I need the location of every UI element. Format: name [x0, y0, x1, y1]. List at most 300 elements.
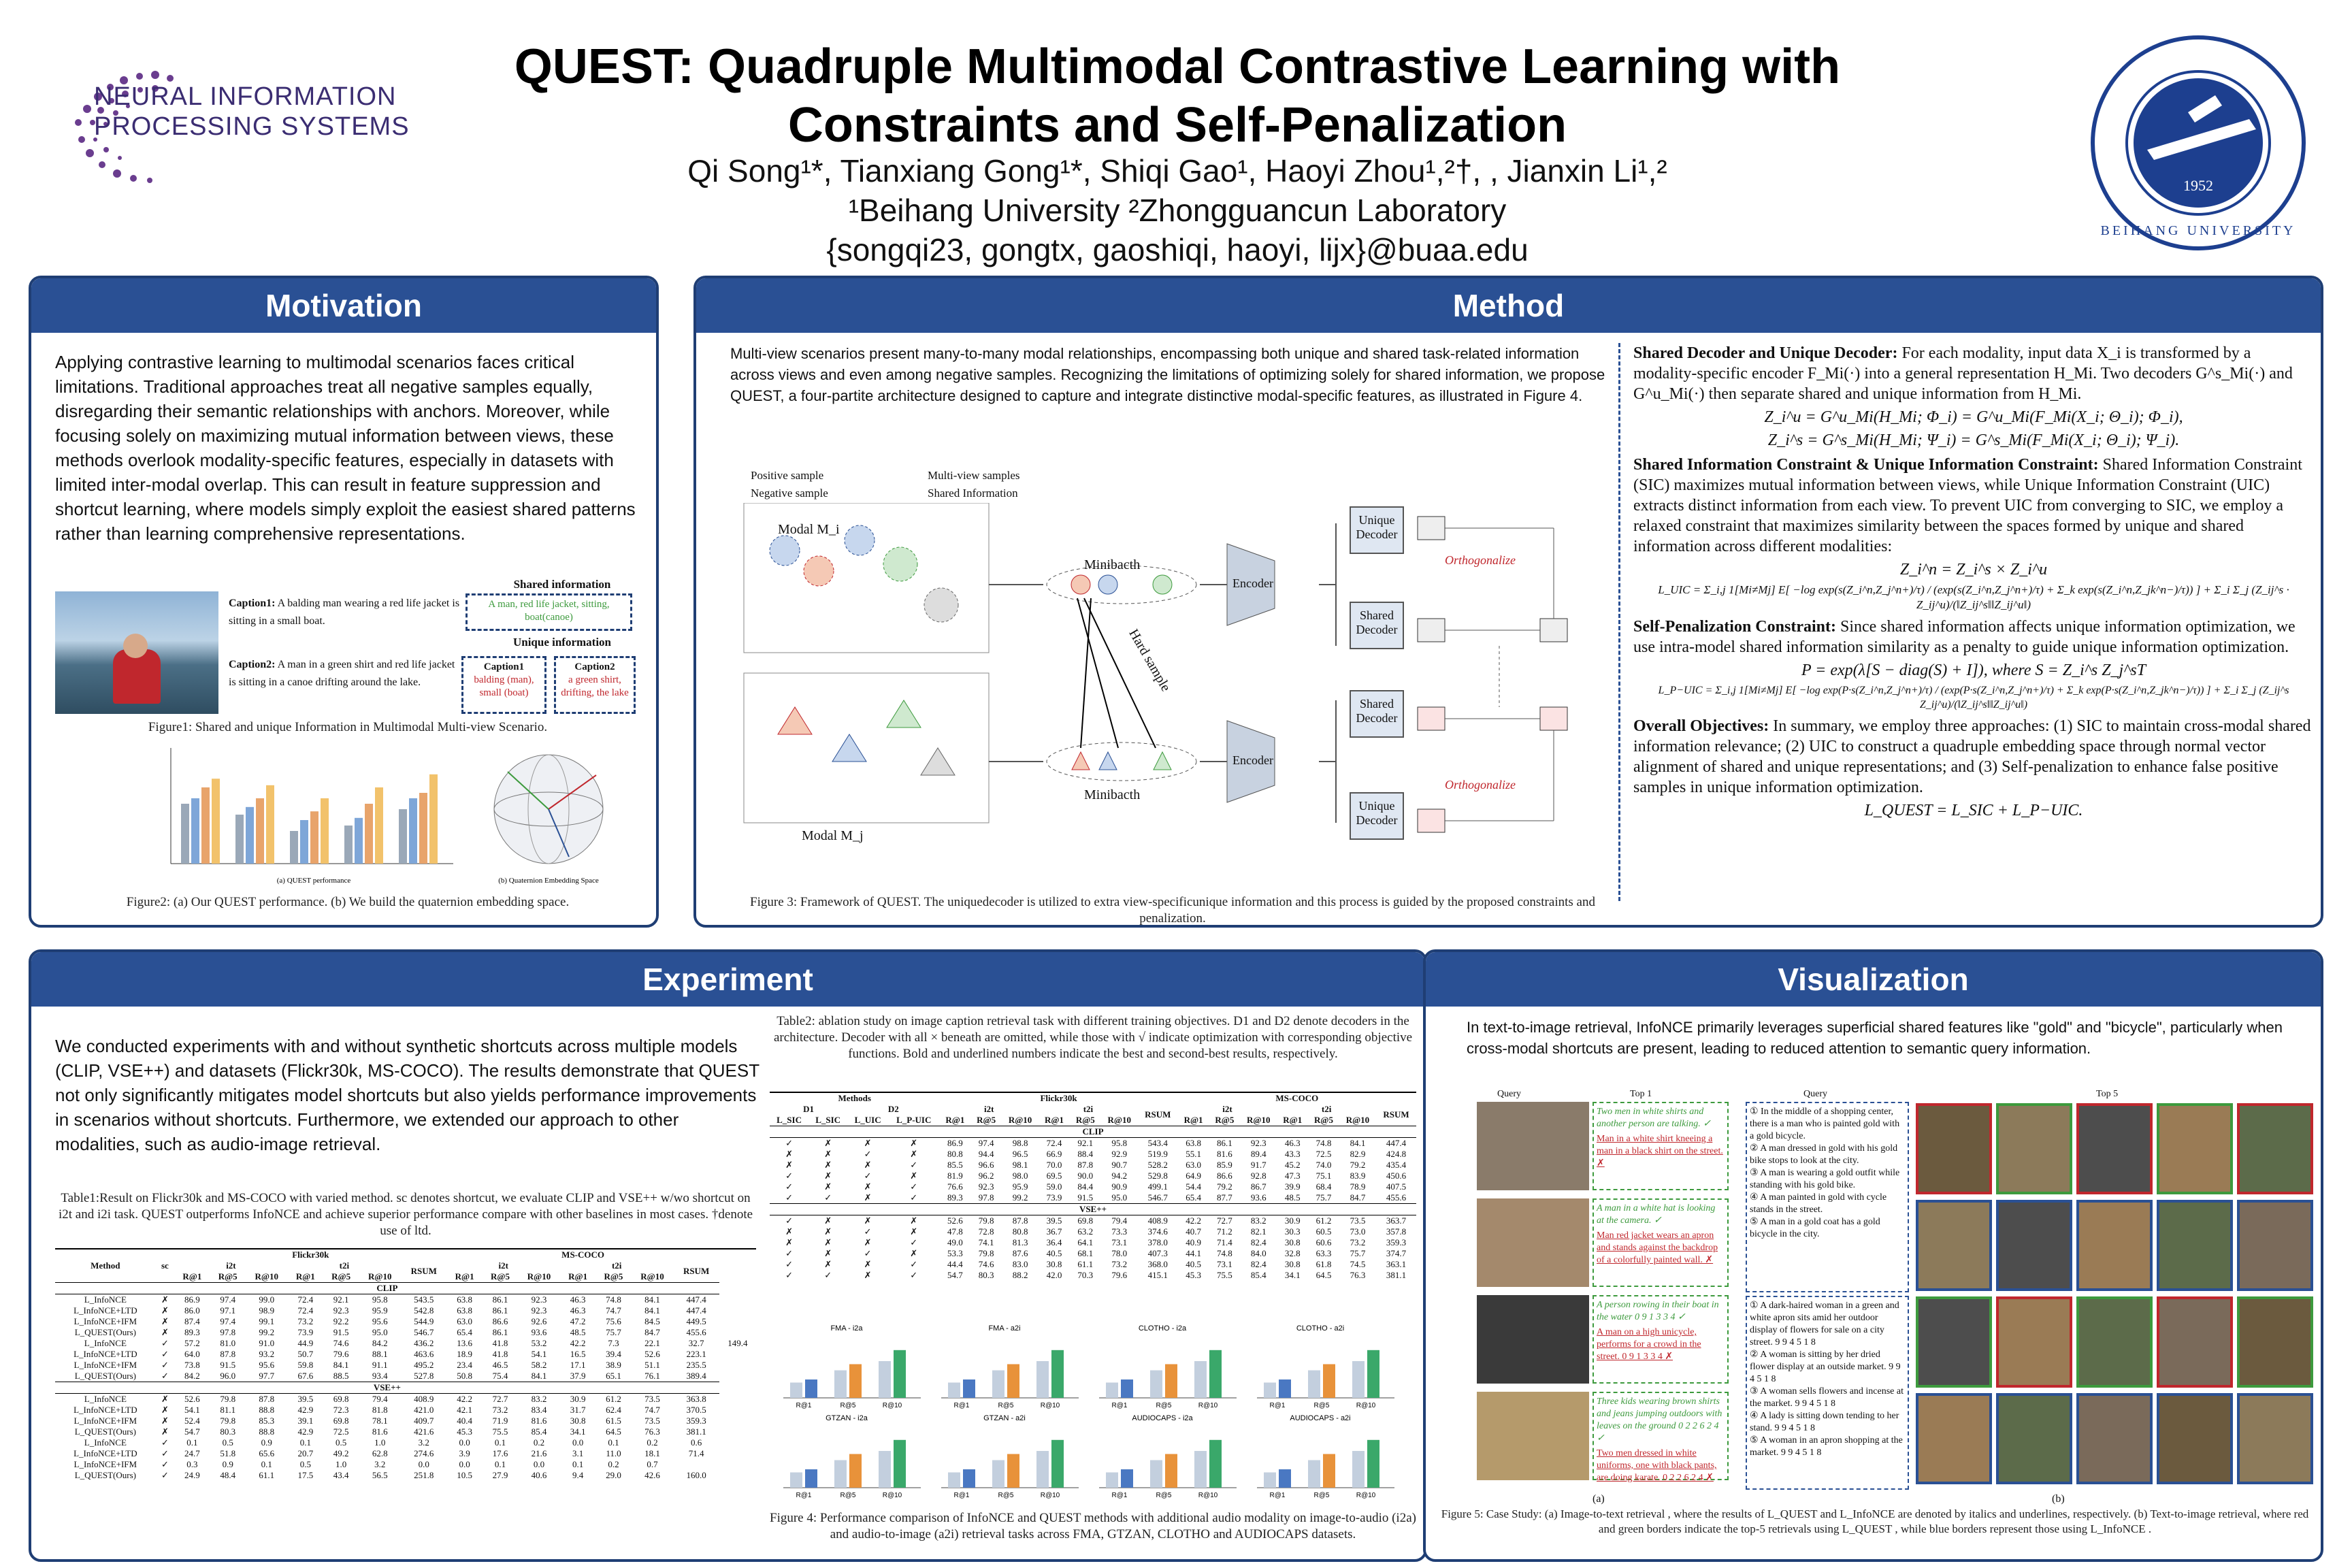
metric-head: R@5 [604, 1271, 623, 1281]
table-row [770, 1248, 1416, 1259]
table-cell: 18.1 [644, 1448, 660, 1458]
table-cell: 88.2 [1012, 1270, 1028, 1280]
table-cell: 24.7 [184, 1448, 200, 1458]
shared-decoder-j: Shared Decoder [1350, 690, 1404, 738]
audio-bar [1036, 1451, 1049, 1488]
table-cell: ✗ [864, 1160, 872, 1170]
table-cell: 99.2 [259, 1327, 275, 1337]
group-name: VSE++ [55, 1382, 719, 1394]
table-cell: 91.7 [1250, 1160, 1267, 1170]
seal-text: BEIHANG UNIVERSITY [2100, 223, 2296, 238]
table-cell: 72.5 [333, 1426, 349, 1437]
audio-bar [1323, 1454, 1335, 1488]
table-cell: 78.1 [372, 1416, 388, 1426]
table-cell: 84.0 [1250, 1248, 1267, 1258]
query-item: ① In the middle of a shopping center, there is a man who is painted gold with a gold bicycle. [1750, 1107, 1900, 1141]
table-cell: 381.1 [1386, 1270, 1407, 1280]
table-cell: ✓ [864, 1226, 872, 1237]
table-cell: 86.9 [184, 1294, 200, 1305]
table-cell: 23.4 [457, 1360, 472, 1370]
retrieval-text-box [1592, 1295, 1729, 1384]
table-cell: 3.2 [418, 1437, 429, 1448]
affiliations: ¹Beihang University ²Zhongguancun Laboratory [848, 193, 1507, 228]
table-cell: 0.9 [261, 1437, 272, 1448]
table-cell: 52.4 [184, 1416, 200, 1426]
equation-5: P = exp(λ[S − diag(S) + I]), where S = Z_i^s Z_j^sT [1801, 662, 2146, 679]
minibatch-label-top: Minibacth [1084, 557, 1141, 572]
table-cell: 3.1 [572, 1448, 584, 1458]
audio-chart [770, 1413, 924, 1500]
sec-self-penalization [1633, 617, 2314, 657]
table-cell: 78.9 [1350, 1181, 1366, 1192]
table-cell: 1.0 [336, 1459, 347, 1469]
query-item: ④ A lady is sitting down tending to her stand. 9 9 4 5 1 8 [1750, 1411, 1899, 1433]
table-cell: 61.2 [1316, 1215, 1332, 1226]
table-cell: 359.3 [686, 1416, 706, 1426]
unique-decoder-j: Unique Decoder [1350, 792, 1404, 840]
table-cell: 94.4 [978, 1149, 994, 1159]
audio-bar [1007, 1454, 1019, 1488]
table-cell: 543.4 [1147, 1138, 1168, 1148]
table-cell: 87.7 [1216, 1192, 1232, 1203]
table-cell: 149.4 [728, 1338, 748, 1348]
table-cell: ✗ [161, 1316, 169, 1326]
table-cell: 46.3 [570, 1294, 586, 1305]
audio-x-label: R@10 [1356, 1402, 1376, 1409]
table-cell: 223.1 [686, 1349, 706, 1359]
table-cell: 3.2 [374, 1459, 386, 1469]
table-row [55, 1305, 756, 1316]
table-cell: 79.8 [978, 1248, 994, 1258]
table-cell: 415.1 [1147, 1270, 1168, 1280]
table-cell: 32.8 [1284, 1248, 1301, 1258]
table-cell: 63.0 [1186, 1160, 1201, 1170]
experiment-body: We conducted experiments with and without synthetic shortcuts across multiple models (CLIP, VSE++) and datasets (Flickr30k, MS-COCO). The results demonstrate that QUEST not only significantly mitigates model shortcuts but also yields performance improvements in scenarios without shortcuts. Furthermore, we extended our approach to other modalities, such as audio-image retrieval. [55, 1036, 760, 1154]
table-cell: 0.5 [222, 1437, 233, 1448]
table-cell: L_InfoNCE+LTD [74, 1305, 137, 1316]
encoder-label-top: Encoder [1232, 576, 1273, 590]
audio-bar [963, 1379, 975, 1398]
table-row [770, 1138, 1416, 1149]
table-cell: 30.9 [1284, 1215, 1301, 1226]
table-cell: 0.2 [608, 1459, 619, 1469]
table-cell: 251.8 [414, 1470, 434, 1480]
table-cell: 84.4 [1077, 1181, 1094, 1192]
metric-head: R@10 [255, 1271, 278, 1281]
table-cell: ✗ [824, 1237, 832, 1247]
table-cell: 52.6 [644, 1349, 660, 1359]
table-cell: 46.3 [1284, 1138, 1301, 1148]
top5-image [1996, 1393, 2072, 1484]
col-query-a: Query [1497, 1089, 1521, 1099]
table-cell: 0.6 [690, 1437, 702, 1448]
audio-bar [790, 1383, 802, 1399]
table-cell: 455.6 [1386, 1192, 1407, 1203]
table-cell: 374.6 [1147, 1226, 1168, 1237]
performance-bar [365, 804, 373, 864]
table-cell: 22.1 [644, 1338, 660, 1348]
table-cell: 84.2 [184, 1371, 200, 1381]
query-item: ③ A woman sells flowers and incense at the market. 9 9 4 5 1 8 [1750, 1386, 1904, 1409]
quaternion-embedding-diagram [467, 741, 630, 887]
audio-bar [879, 1451, 891, 1488]
table-cell: 408.9 [414, 1394, 434, 1404]
caption1-value: A balding man wearing a red life jacket is sitting in a small boat. [229, 598, 460, 627]
table-cell: 50.7 [297, 1349, 314, 1359]
table-cell: 69.5 [1046, 1171, 1062, 1181]
performance-bar [256, 798, 264, 864]
audio-chart [1085, 1323, 1239, 1410]
table-cell: 88.4 [1077, 1149, 1094, 1159]
audio-x-label: R@1 [1111, 1492, 1128, 1499]
table-cell: 40.4 [457, 1416, 472, 1426]
table-cell: 61.5 [606, 1416, 621, 1426]
table-cell: 17.1 [570, 1360, 586, 1370]
audio-retrieval-charts [770, 1323, 1416, 1503]
table-group-row [55, 1283, 756, 1294]
table-cell: 70.3 [1077, 1270, 1094, 1280]
table-cell: 86.1 [492, 1305, 508, 1316]
table-cell: 13.6 [457, 1338, 472, 1348]
table-cell: 0.0 [459, 1437, 470, 1448]
figure3-caption: Figure 3: Framework of QUEST. The uniquedecoder is utilized to extra view-specificunique information and this process is guided by the proposed constraints and penalization. [750, 895, 1595, 926]
table-cell: 62.8 [372, 1448, 388, 1458]
boat-photo [55, 591, 218, 714]
table-cell: 85.4 [1250, 1270, 1267, 1280]
table-cell: 93.6 [531, 1327, 547, 1337]
table-cell: 29.0 [606, 1470, 621, 1480]
table-cell: 40.9 [1186, 1237, 1201, 1247]
audio-x-label: R@10 [882, 1402, 902, 1409]
table-cell: 75.7 [1316, 1192, 1332, 1203]
table-cell: 98.9 [259, 1305, 275, 1316]
audio-x-label: R@5 [840, 1402, 856, 1409]
table-cell: 79.8 [220, 1394, 236, 1404]
table-cell: L_QUEST(Ours) [74, 1327, 136, 1337]
author-block [422, 151, 1933, 270]
table-cell: 81.6 [372, 1426, 388, 1437]
figure2-caption: Figure2: (a) Our QUEST performance. (b) We build the quaternion embedding space. [126, 895, 570, 909]
table-cell: 75.1 [1316, 1171, 1332, 1181]
table-cell: ✗ [864, 1270, 872, 1280]
table-cell: 32.7 [688, 1338, 704, 1348]
top5-image [2237, 1103, 2313, 1194]
table-cell: ✓ [910, 1160, 918, 1170]
table-cell: 74.7 [606, 1305, 621, 1316]
method-intro: Multi-view scenarios present many-to-many modal relationships, encompassing both unique and shared task-related information across views and even among negative samples. Recognizing the limitations of optimizing solely for shared information, we propose QUEST, a four-partite architecture designed to capture and integrate distinctive modal-specific features, as illustrated in Figure 4. [730, 345, 1605, 404]
caption2-value: A man in a green shirt and red life jacket is sitting in a canoe drifting around the lake. [229, 659, 455, 688]
audio-bar [992, 1460, 1004, 1488]
infonce-result: Man red jacket wears an apron and stands against the backdrop of a colorfully painted wall. ✗ [1597, 1230, 1718, 1265]
table-cell: 79.4 [372, 1394, 388, 1404]
query-item: ③ A man is wearing a gold outfit while standing with his gold bike. [1750, 1168, 1900, 1190]
results-table-1 [55, 1248, 756, 1481]
table-cell: 84.1 [644, 1294, 660, 1305]
table-cell: 408.9 [1147, 1215, 1168, 1226]
conference-name: NEURAL INFORMATION PROCESSING SYSTEMS [94, 82, 410, 141]
table-cell: 76.1 [644, 1371, 660, 1381]
table-cell: 71.9 [492, 1416, 508, 1426]
quest-result: Two men in white shirts and another person are talking. ✓ [1597, 1107, 1711, 1129]
t2-sub-i2t-f: i2t [984, 1104, 994, 1114]
table-cell: ✓ [161, 1448, 169, 1458]
audio-bar [790, 1473, 802, 1488]
performance-bar [310, 811, 318, 864]
table-cell: ✓ [910, 1259, 918, 1269]
table-cell: L_InfoNCE+IFM [74, 1416, 137, 1426]
retrieval-text-box [1592, 1102, 1729, 1190]
top5-image [2237, 1296, 2313, 1388]
table-cell: ✓ [824, 1192, 832, 1203]
table-cell: 61.2 [606, 1394, 621, 1404]
t2-sub-t2i-f: t2i [1083, 1104, 1094, 1114]
table-cell: 95.8 [372, 1294, 388, 1305]
performance-bar [212, 779, 220, 864]
sec2-title: Shared Information Constraint & Unique Information Constraint: [1633, 456, 2099, 474]
t2-sub-rsum-c: RSUM [1383, 1109, 1409, 1120]
table-cell: 85.5 [947, 1160, 963, 1170]
table-cell: 40.7 [1186, 1226, 1201, 1237]
audio-bar [834, 1371, 847, 1399]
table-cell: 83.2 [531, 1394, 547, 1404]
query-item: ② A man dressed in gold with his gold bike stops to look at the city. [1750, 1143, 1898, 1166]
table-cell: 92.9 [1111, 1149, 1128, 1159]
table-cell: 86.6 [492, 1316, 508, 1326]
table-cell: 84.2 [372, 1338, 388, 1348]
table-cell: 37.9 [570, 1371, 586, 1381]
table-cell: 61.1 [259, 1470, 275, 1480]
audio-chart [1243, 1323, 1397, 1410]
table-cell: 84.1 [1350, 1138, 1366, 1148]
table-cell: 421.0 [414, 1405, 434, 1415]
t2-head-coco: MS-COCO [1275, 1093, 1319, 1103]
table-cell: 72.4 [297, 1305, 314, 1316]
audio-chart [1243, 1413, 1397, 1500]
infonce-result: Man in a white shirt kneeing a man in a black shirt on the street. ✗ [1597, 1134, 1723, 1169]
table-cell: 54.1 [184, 1405, 200, 1415]
table-cell: 68.1 [1077, 1248, 1094, 1258]
t1-sub-rsum-f: RSUM [410, 1266, 437, 1276]
caption1-box [461, 656, 546, 714]
audio-bar [1194, 1361, 1207, 1398]
table-cell: 87.8 [1012, 1215, 1028, 1226]
table-cell: 46.5 [492, 1360, 508, 1370]
performance-bar [246, 807, 254, 864]
table-row [770, 1192, 1416, 1204]
table-row [770, 1149, 1416, 1160]
table-cell: ✗ [785, 1149, 793, 1159]
table-cell: 98.8 [1012, 1138, 1028, 1148]
audio-bar [849, 1454, 862, 1488]
table-cell: 407.3 [1147, 1248, 1168, 1258]
table-cell: 91.5 [1077, 1192, 1094, 1203]
audio-bar [1209, 1350, 1222, 1398]
metric-head: R@10 [527, 1271, 551, 1281]
table-cell: 71.4 [688, 1448, 704, 1458]
table-cell: 447.4 [686, 1294, 706, 1305]
table-cell: 79.2 [1216, 1181, 1232, 1192]
table-cell: 36.7 [1046, 1226, 1062, 1237]
table-cell: 64.9 [1186, 1171, 1201, 1181]
table-cell: 49.0 [947, 1237, 963, 1247]
caption2-text [229, 656, 460, 691]
audio-bar [1279, 1379, 1291, 1398]
audio-x-label: R@10 [1040, 1402, 1060, 1409]
table-cell: 11.0 [606, 1448, 621, 1458]
table-cell: 30.8 [1284, 1237, 1301, 1247]
caption2-box [554, 656, 636, 714]
top5-image [1996, 1296, 2072, 1388]
metric-head: R@5 [331, 1271, 351, 1281]
table-cell: L_InfoNCE+IFM [74, 1316, 137, 1326]
equation-6: L_P−UIC = Σ_i,j 1[Mi≠Mj] E[ −log exp(P·s(Z_i^n,Z_j^n+)/τ) / (exp(P·s(Z_i^n,Z_j^n+)/τ) + Σ_k exp(P·s(Z_i^n,Z_jk^n−)/τ)) ] + Σ_i Σ_j (Z_ij^s Z_ij^u)/(‖Z_ij^s‖‖Z_ij^u‖) [1658, 685, 2289, 710]
table-cell: 91.0 [259, 1338, 275, 1348]
table-row [55, 1349, 756, 1360]
table-cell: 72.3 [333, 1405, 349, 1415]
table-cell: 95.8 [1111, 1138, 1128, 1148]
table-cell: 80.3 [978, 1270, 994, 1280]
table-cell: L_InfoNCE [84, 1394, 127, 1404]
table-cell: 0.0 [459, 1459, 470, 1469]
table-cell: ✗ [864, 1237, 872, 1247]
audio-x-label: R@1 [796, 1402, 812, 1409]
audio-bar [1352, 1361, 1365, 1398]
table-cell: 72.7 [492, 1394, 508, 1404]
audio-bar [1150, 1371, 1162, 1399]
table-cell: 88.5 [333, 1371, 349, 1381]
table-cell: 74.0 [1316, 1160, 1332, 1170]
table-cell: 544.9 [414, 1316, 434, 1326]
table-cell: 94.2 [1111, 1171, 1128, 1181]
table-cell: 74.6 [978, 1259, 994, 1269]
table-cell: 74.8 [606, 1294, 621, 1305]
table-cell: ✗ [910, 1215, 918, 1226]
caption1-label: Caption1: [229, 598, 276, 609]
table-cell: 42.9 [297, 1405, 314, 1415]
table-cell: 79.8 [978, 1215, 994, 1226]
table-cell: 54.7 [184, 1426, 200, 1437]
table-cell: 69.8 [1077, 1215, 1094, 1226]
table-cell: 85.3 [259, 1416, 275, 1426]
audio-bar [1165, 1365, 1177, 1399]
table-cell: 65.4 [1186, 1192, 1201, 1203]
motivation-body: Applying contrastive learning to multimodal scenarios faces critical limitations. Traditional approaches treat all negative samples equally, disregarding their semantic relationships with anchors. Moreover, while focusing solely on maximizing mutual information between views, these methods overlook modality-specific features, especially in datasets with limited inter-modal overlap. This can result in feature suppression and shortcut learning, where models simply exploit the easiest shared patterns rather than learning comprehensive representations. [55, 352, 636, 544]
table-cell: ✗ [910, 1138, 918, 1148]
table-cell: ✓ [864, 1248, 872, 1258]
table-cell: 92.3 [531, 1294, 547, 1305]
sec2-body: Shared Information Constraint (SIC) maximizes mutual information between views, while Unique Information Constraint (UIC) extracts distinct information from each view. To prevent UIC from converging to SIC, we employ a relaxed constraint that maximizes similarity between the spaces formed by unique and shared information across different modalities: [1633, 456, 2302, 555]
table-cell: 499.1 [1147, 1181, 1168, 1192]
performance-bar [181, 804, 189, 864]
table-cell: 62.4 [606, 1405, 621, 1415]
table-cell: ✗ [910, 1149, 918, 1159]
table-cell: ✗ [824, 1226, 832, 1237]
legend-negative: Negative sample [751, 487, 828, 500]
table2-caption: Table2: ablation study on image caption retrieval task with different training objectives. D1 and D2 denote decoders in the architecture. Decoder with all × beneath are omitted, while those with √ indicate optimization with corresponding objective functions. Bold and underlined numbers indicate the best and second-best results, respectively. [773, 1014, 1413, 1061]
table-cell: 71.4 [1216, 1237, 1232, 1247]
table-row [55, 1360, 756, 1371]
table-cell: L_InfoNCE [84, 1338, 127, 1348]
table-cell: ✗ [824, 1138, 832, 1148]
table-cell: 359.3 [1386, 1237, 1407, 1247]
table-cell: ✓ [910, 1192, 918, 1203]
label-a: (a) [1592, 1493, 1605, 1505]
quest-result: A man in a white hat is looking at the camera. ✓ [1597, 1203, 1716, 1226]
audio-bar [948, 1473, 960, 1488]
table-cell: 38.9 [606, 1360, 621, 1370]
audio-chart [928, 1323, 1081, 1410]
audio-bar [1323, 1365, 1335, 1399]
table-cell: 39.4 [606, 1349, 621, 1359]
metric-head: R@5 [977, 1115, 996, 1125]
performance-bar [355, 818, 363, 864]
t1-sub-rsum-c: RSUM [683, 1266, 710, 1276]
table-cell: 82.9 [1350, 1149, 1366, 1159]
table-cell: 47.3 [1284, 1171, 1301, 1181]
table-cell: ✓ [864, 1171, 872, 1181]
author-list: Qi Song¹*, Tianxiang Gong¹*, Shiqi Gao¹, Haoyi Zhou¹,²†, , Jianxin Li¹,² [687, 153, 1667, 189]
audio-bar [1165, 1454, 1177, 1488]
table-cell: 30.3 [1284, 1226, 1301, 1237]
table-cell: L_InfoNCE+LTD [74, 1448, 137, 1458]
audio-x-label: R@1 [1269, 1492, 1286, 1499]
audio-bar [1121, 1379, 1133, 1398]
table-cell: 84.7 [644, 1327, 660, 1337]
table-cell: 40.5 [1186, 1259, 1201, 1269]
table-cell: 74.6 [333, 1338, 349, 1348]
top5-image [1916, 1393, 1992, 1484]
table-cell: 76.3 [644, 1426, 660, 1437]
equation-1: Z_i^u = G^u_Mi(H_Mi; Φ_i) = G^u_Mi(F_Mi(X_i; Θ_i); Φ_i), [1764, 408, 2183, 426]
table-cell: 61.8 [1316, 1259, 1332, 1269]
caption2-box-text: a green shirt, drifting, the lake [561, 674, 629, 698]
modal-i-label: Modal M_i [778, 522, 840, 537]
table-cell: 74.8 [1316, 1138, 1332, 1148]
t1-head-coco: MS-COCO [561, 1250, 605, 1260]
top5-image [2237, 1393, 2313, 1484]
table-cell: 82.1 [1250, 1226, 1267, 1237]
table-cell: 73.2 [1111, 1259, 1128, 1269]
table-cell: 357.8 [1386, 1226, 1407, 1237]
table-cell: 83.4 [531, 1405, 547, 1415]
top5-image [2076, 1393, 2153, 1484]
table-cell: ✗ [824, 1171, 832, 1181]
table-cell: 65.6 [259, 1448, 275, 1458]
table-cell: 87.8 [259, 1394, 275, 1404]
table-cell: 76.6 [947, 1181, 963, 1192]
metric-head: R@5 [1314, 1115, 1334, 1125]
query-item: ⑤ A man in a gold coat has a gold bicycle in the city. [1750, 1217, 1880, 1239]
table-cell: L_InfoNCE [84, 1437, 127, 1448]
table-cell: 92.3 [1250, 1138, 1267, 1148]
table-row [55, 1405, 756, 1416]
table-cell: 0.2 [647, 1437, 658, 1448]
table-cell: ✓ [785, 1248, 793, 1258]
table-cell: 0.1 [572, 1459, 584, 1469]
sec1-title: Shared Decoder and Unique Decoder: [1633, 344, 1898, 362]
table-cell: 41.8 [492, 1349, 508, 1359]
query-image [1477, 1198, 1589, 1287]
performance-bar [235, 815, 244, 864]
table-cell: 52.6 [947, 1215, 963, 1226]
table-cell: ✗ [161, 1294, 169, 1305]
table-cell: 20.7 [297, 1448, 314, 1458]
caption2-label: Caption2: [229, 659, 276, 670]
equation-4: L_UIC = Σ_i,j 1[Mi≠Mj] E[ −log exp(s(Z_i^n,Z_j^n+)/τ) / (exp(s(Z_i^n,Z_j^n+)/τ) + Σ_k exp(s(Z_i^n,Z_jk^n−)/τ)) ] + Σ_i Σ_j (Z_ij^s · Z_ij^u)/(‖Z_ij^s‖‖Z_ij^u‖) [1658, 583, 2289, 611]
method-panel [693, 276, 2323, 928]
table-cell: 97.7 [259, 1371, 275, 1381]
table-cell: 42.2 [1186, 1215, 1201, 1226]
